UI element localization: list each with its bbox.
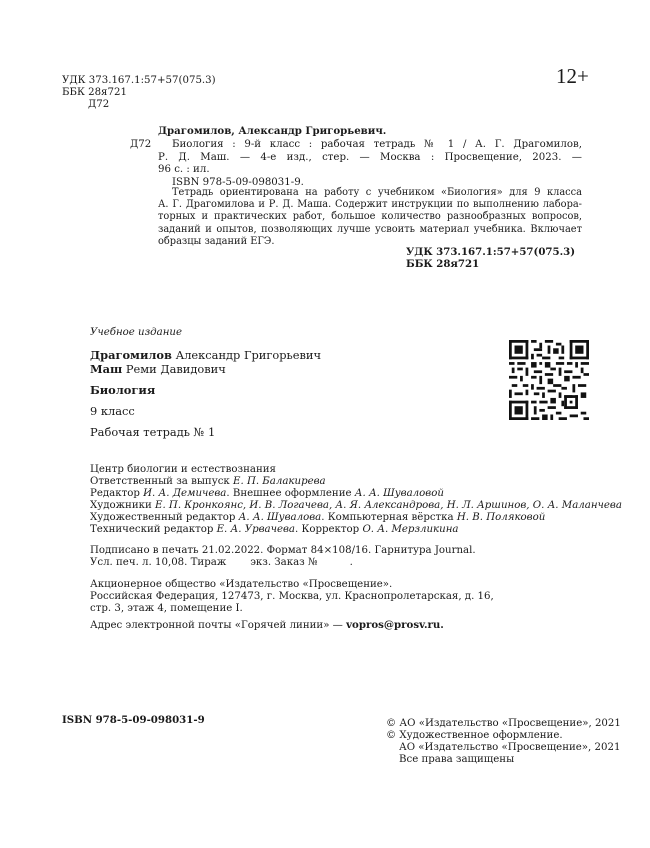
author-name: Александр Григорьевич [175, 348, 321, 362]
edition-title: Биология [90, 383, 156, 397]
author-name: Реми Давидович [125, 362, 226, 376]
copyright-2: © Художественное оформление. [386, 730, 563, 741]
publisher-address-1: Российская Федерация, 127473, г. Москва, ул. Краснопролетарская, д. 16, [90, 591, 494, 602]
biblio-author-mark: Д72 [130, 139, 152, 150]
copyright-1: © АО «Издательство «Просвещение», 2021 [386, 718, 621, 729]
edition-type: Учебное издание [90, 327, 183, 338]
footer-isbn: ISBN 978-5-09-098031-9 [62, 714, 205, 726]
biblio-author-heading: Драгомилов, Александр Григорьевич. [158, 125, 387, 137]
hotline-email: vopros@prosv.ru. [346, 619, 444, 631]
credits-artists: Художники Е. П. Кронкоянс, И. В. Логачева, А. Я. Александрова, Н. Л. Аршинов, О. А. Маланчева [90, 500, 622, 511]
credits-art-editor: Художественный редактор А. А. Шувалова. Компьютерная вёрстка Н. В. Поляковой [90, 512, 546, 523]
biblio-bbk: ББК 28я721 [406, 258, 480, 270]
age-rating: 12+ [556, 64, 589, 88]
credits-editor: Редактор И. А. Демичева. Внешнее оформление А. А. Шуваловой [90, 488, 444, 499]
biblio-line: 96 с. : ил. [158, 164, 210, 176]
biblio-annotation: Тетрадь ориентирована на работу с учебником «Биология» для 9 класса А. Г. Драгомилова и Р. Д. Маша. Содержит инструкции по выполнению лабора- торных и практических работ, большое количество разнообразных вопросов, заданий и опытов, позволяющих лучше усвоить материал учебника. Включает образцы заданий ЕГЭ. [158, 187, 582, 247]
header-author-mark: Д72 [88, 99, 110, 110]
copyright-3: АО «Издательство «Просвещение», 2021 [399, 742, 621, 753]
publisher-hotline: Адрес электронной почты «Горячей линии» — vopros@prosv.ru. [90, 619, 444, 631]
edition-author-1 [90, 348, 321, 362]
biblio-line: Р. Д. Маш. — 4-е изд., стер. — Москва : Просвещение, 2023. — [158, 151, 582, 163]
print-run: Усл. печ. л. 10,08. Тираж экз. Заказ № . [90, 557, 353, 568]
header-udk: УДК 373.167.1:57+57(075.3) [62, 75, 216, 86]
biblio-record [158, 139, 582, 189]
edition-grade: 9 класс [90, 404, 135, 418]
edition-workbook: Рабочая тетрадь № 1 [90, 425, 216, 439]
biblio-line: Биология : 9-й класс : рабочая тетрадь № 1 / А. Г. Драгомилов, [172, 139, 582, 150]
qr-code [509, 340, 589, 424]
qr-code-icon [509, 340, 589, 420]
edition-author-2 [90, 362, 226, 376]
publisher-address-2: стр. 3, этаж 4, помещение I. [90, 603, 243, 614]
credits-tech-editor: Технический редактор Е. А. Урвачева. Корректор О. А. Мерзликина [90, 524, 459, 535]
author-surname: Маш [90, 362, 123, 376]
biblio-isbn: ISBN 978-5-09-098031-9. [172, 176, 304, 188]
biblio-udk: УДК 373.167.1:57+57(075.3) [406, 246, 576, 258]
publisher-name: Акционерное общество «Издательство «Просвещение». [90, 579, 393, 590]
credits-center: Центр биологии и естествознания [90, 464, 276, 475]
header-bbk: ББК 28я721 [62, 87, 127, 98]
rights-reserved: Все права защищены [399, 754, 515, 765]
author-surname: Драгомилов [90, 348, 172, 362]
credits-responsible: Ответственный за выпуск Е. П. Балакирева [90, 476, 326, 487]
print-info: Подписано в печать 21.02.2022. Формат 84×108/16. Гарнитура Journal. [90, 545, 476, 556]
